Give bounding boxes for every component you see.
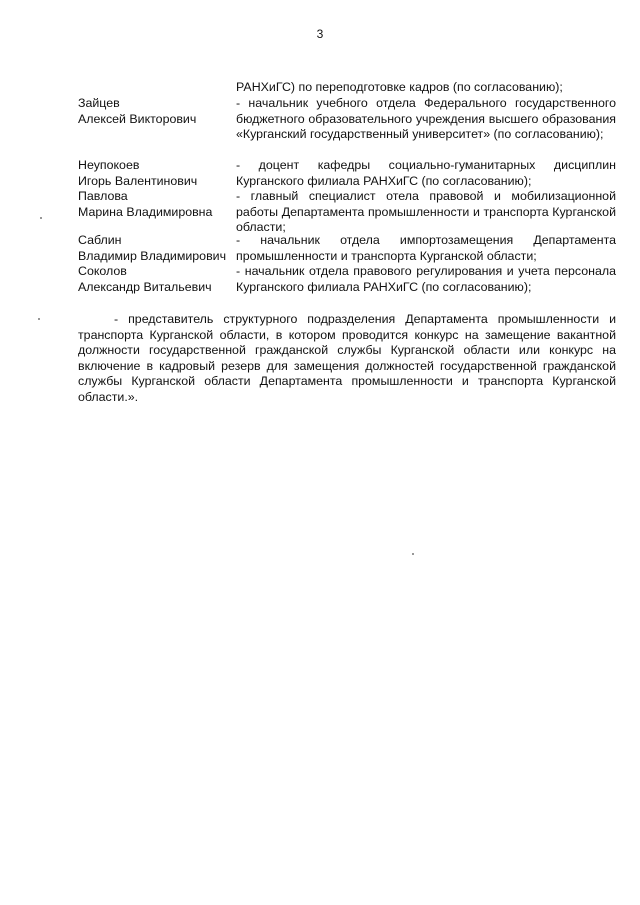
member-name: [78, 189, 238, 220]
member-given-names: Игорь Валентинович: [78, 173, 198, 188]
scan-speck: [40, 217, 42, 219]
member-position: - начальник отдела правового регулирования и учета персонала Курганского филиала РАНХиГС (по согласованию);: [236, 264, 616, 294]
member-surname: Неупокоев: [78, 158, 140, 172]
member-given-names: Алексей Викторович: [78, 111, 197, 126]
member-surname: Зайцев: [78, 96, 120, 110]
scan-speck: [38, 318, 40, 320]
member-surname: Павлова: [78, 189, 128, 203]
member-position: - начальник учебного отдела Федерального государственного бюджетного образовательного учреждения высшего образования «Курганский государственный университет» (по согласованию);: [236, 96, 616, 141]
page-number: 3: [316, 27, 324, 41]
member-position: - главный специалист отела правовой и мобилизационной работы Департамента промышленности и транспорта Курганской области;: [236, 189, 616, 234]
member-given-names: Марина Владимировна: [78, 204, 213, 219]
member-position: - доцент кафедры социально-гуманитарных дисциплин Курганского филиала РАНХиГС (по согласованию);: [236, 158, 616, 188]
member-surname: Соколов: [78, 264, 127, 278]
member-surname: Саблин: [78, 233, 122, 247]
continuation-text: РАНХиГС) по переподготовке кадров (по согласованию);: [236, 80, 563, 94]
member-name: [78, 158, 238, 189]
member-name: [78, 264, 238, 295]
member-name: [78, 233, 238, 264]
member-given-names: Владимир Владимирович: [78, 248, 227, 263]
closing-paragraph: - представитель структурного подразделения Департамента промышленности и транспорта Курганской области, в котором проводится конкурс на замещение вакантной должности государственной гражданской службы Курганской области или конкурс на включение в кадровый резерв для замещения должностей государственной гражданской службы Курганской области Департамента промышленности и транспорта Курганской области.».: [78, 312, 616, 404]
member-name: [78, 96, 238, 127]
scan-speck: [412, 553, 414, 555]
member-given-names: Александр Витальевич: [78, 279, 212, 294]
member-position: - начальник отдела импортозамещения Департамента промышленности и транспорта Курганской области;: [236, 233, 616, 263]
